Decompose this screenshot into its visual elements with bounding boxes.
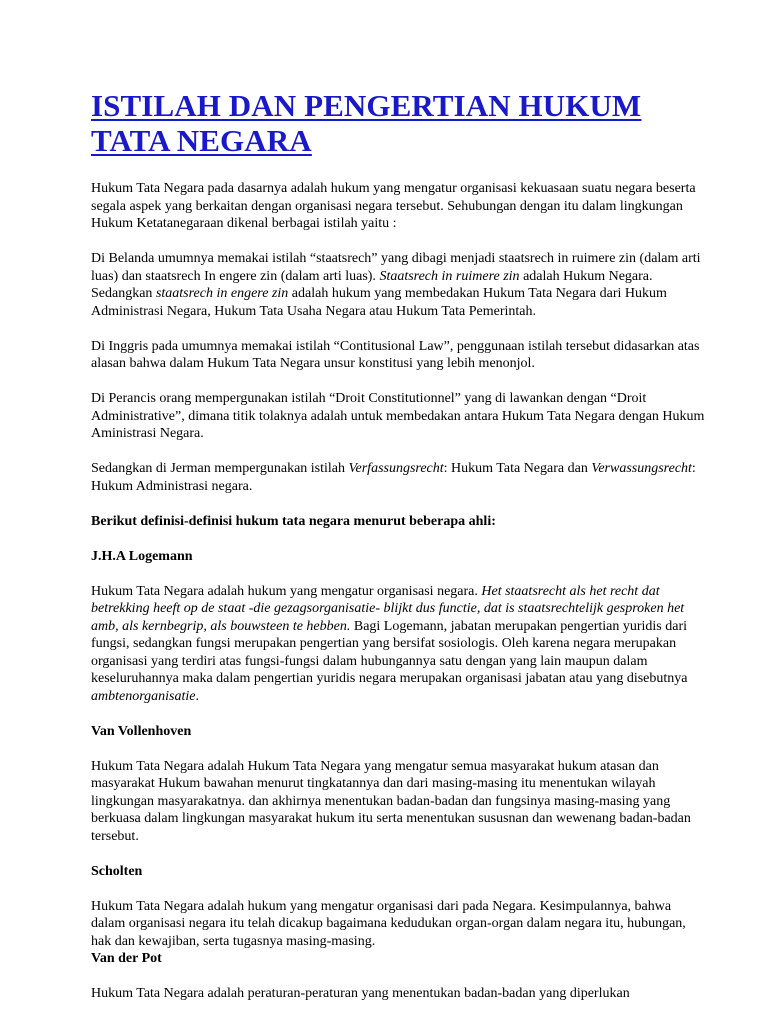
belanda-text-a: Di Belanda umumnya memakai istilah “staatsrech” yang dibagi menjadi staatsrech in ruimere zin (dalam arti luas) dan staatsrech In engere zin (dalam arti luas). [91, 251, 701, 284]
jerman-text-e: : Hukum Administrasi negara. [91, 461, 696, 494]
scholten-heading: Scholten [91, 863, 143, 879]
logemann-term: ambtenorganisatie [91, 688, 196, 704]
jerman-paragraph [91, 460, 708, 495]
perancis-paragraph: Di Perancis orang mempergunakan istilah “Droit Constitutionnel” yang di lawankan dengan “Droit Administrative”, dimana titik tolaknya adalah untuk membedakan antara Hukum Tata Negara dengan Hukum Aministrasi Negara. [91, 391, 705, 441]
logemann-heading: J.H.A Logemann [91, 548, 193, 564]
vanderpot-heading: Van der Pot [91, 951, 162, 966]
belanda-paragraph [91, 250, 708, 320]
logemann-text-c: Bagi Logemann, jabatan merupakan pengertian yuridis dari fungsi, sedangkan fungsi merupakan pengertian yang bersifat sosiologis. Oleh karena negara merupakan organisasi yang terdiri atas fungsi-fungsi dalam hubungannya satu dengan yang lain maupun dalam keseluruhannya maka dalam pengertian yuridis negara merupakan organisasi jabatan atau yang disebutnya [91, 618, 688, 686]
belanda-term-ruimere: Staatsrech in ruimere zin [379, 268, 520, 284]
inggris-paragraph: Di Inggris pada umumnya memakai istilah “Contitusional Law”, penggunaan istilah tersebut didasarkan atas alasan bahwa dalam Hukum Tata Negara unsur konstitusi yang lebih menonjol. [91, 338, 700, 371]
vanderpot-paragraph: Hukum Tata Negara adalah peraturan-peraturan yang menentukan badan-badan yang diperlukan [91, 986, 630, 1001]
title-link[interactable]: ISTILAH DAN PENGERTIAN HUKUM TATA NEGARA [91, 88, 642, 158]
logemann-quote: Het staatsrecht als het recht dat betrekking heeft op de staat -die gezagsorganisatie- blijkt dus functie, dat is staatsrechtelijk gesproken het amb, als kernbegrip, als bouwsteen te hebben. [91, 583, 685, 634]
vollenhoven-heading: Van Vollenhoven [91, 723, 192, 739]
document-title [91, 88, 708, 158]
jerman-term-verwassungsrecht: Verwassungsrecht [591, 461, 692, 476]
belanda-term-engere: staatsrech in engere zin [155, 286, 289, 301]
logemann-text-a: Hukum Tata Negara adalah hukum yang mengatur organisasi negara. [91, 583, 482, 599]
jerman-term-verfassungsrecht: Verfassungsrecht [348, 461, 444, 476]
vollenhoven-paragraph: Hukum Tata Negara adalah Hukum Tata Negara yang mengatur semua masyarakat hukum atasan dan masyarakat Hukum bawahan menurut tingkatannya dan dari masing-masing itu menentukan wilayah lingkungan masyarakatnya. dan akhirnya menentukan badan-badan dan fungsinya masing-masing yang berkuasa dalam lingkungan masyarakat hukum itu serta menentukan sususnan dan wewenang badan-badan tersebut. [91, 758, 691, 844]
jerman-text-c: : Hukum Tata Negara dan [443, 461, 592, 476]
definitions-heading: Berikut definisi-definisi hukum tata negara menurut beberapa ahli: [91, 513, 496, 529]
belanda-text-c: adalah Hukum Negara. Sedangkan [91, 268, 653, 301]
belanda-text-e: adalah hukum yang membedakan Hukum Tata Negara dari Hukum Administrasi Negara, Hukum Tata Usaha Negara atau Hukum Tata Pemerintah. [91, 286, 667, 319]
logemann-text-e: . [195, 688, 199, 704]
intro-paragraph: Hukum Tata Negara pada dasarnya adalah hukum yang mengatur organisasi kekuasaan suatu negara beserta segala aspek yang berkaitan dengan organisasi negara tersebut. Sehubungan dengan itu dalam lingkungan Hukum Ketatanegaraan dikenal berbagai istilah yaitu : [91, 181, 696, 231]
jerman-text-a: Sedangkan di Jerman mempergunakan istilah [91, 461, 349, 476]
scholten-paragraph: Hukum Tata Negara adalah hukum yang mengatur organisasi dari pada Negara. Kesimpulannya, bahwa dalam organisasi negara itu telah dicakup bagaimana kedudukan organ-organ dalam negara itu, hubungan, hak dan kewajiban, serta tugasnya masing-masing. [91, 898, 686, 949]
logemann-paragraph [91, 583, 708, 706]
